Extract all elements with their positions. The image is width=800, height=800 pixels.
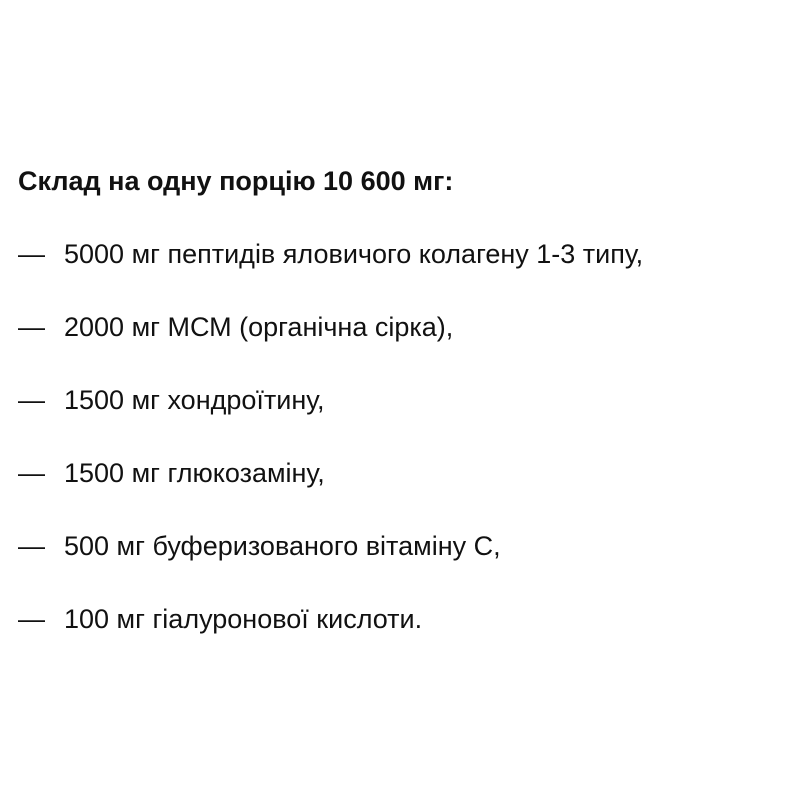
ingredient-item	[18, 233, 793, 275]
ingredient-item	[18, 452, 793, 494]
list-dash: —	[18, 385, 45, 415]
ingredient-item	[18, 598, 793, 640]
list-dash: —	[18, 239, 45, 269]
ingredient-list	[18, 233, 793, 640]
ingredient-text: 2000 мг МСМ (органічна сірка),	[64, 312, 454, 342]
ingredient-text: 1500 мг хондроїтину,	[64, 385, 325, 415]
ingredient-text: 100 мг гіалуронової кислоти.	[64, 604, 423, 634]
list-dash: —	[18, 458, 45, 488]
ingredient-item	[18, 525, 793, 567]
list-dash: —	[18, 312, 45, 342]
ingredient-item	[18, 306, 793, 348]
list-dash: —	[18, 604, 45, 634]
ingredient-text: 5000 мг пептидів яловичого колагену 1-3 типу,	[64, 239, 644, 269]
composition-heading: Склад на одну порцію 10 600 мг:	[18, 166, 454, 196]
list-dash: —	[18, 531, 45, 561]
ingredient-item	[18, 379, 793, 421]
ingredient-text: 1500 мг глюкозаміну,	[64, 458, 325, 488]
composition-block	[18, 160, 793, 671]
ingredient-text: 500 мг буферизованого вітаміну С,	[64, 531, 501, 561]
